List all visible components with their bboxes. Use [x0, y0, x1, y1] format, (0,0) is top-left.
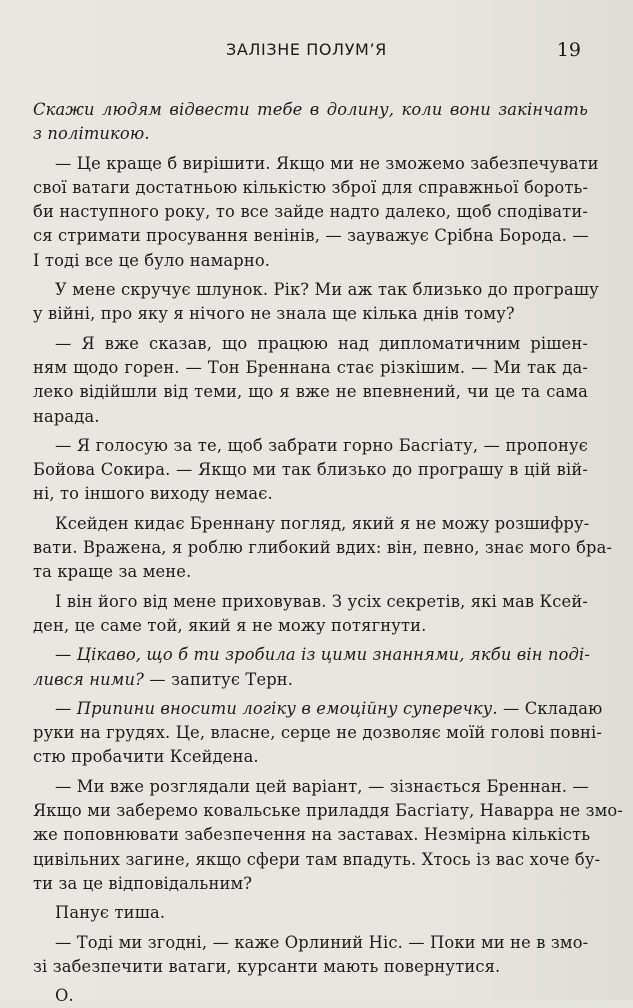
- text-line: — Ми вже розглядали цей варіант, — зізнається Бреннан. —: [55, 776, 589, 796]
- running-title: ЗАЛІЗНЕ ПОЛУМ’Я: [226, 40, 387, 59]
- text-line: ден, це саме той, який я не можу потягнути.: [33, 615, 427, 635]
- italic-text: — Цікаво, що б ти зробила із цими знаннями, якби він поді-: [55, 645, 591, 665]
- text-line: Якщо ми заберемо ковальське приладдя Басгіату, Наварра не змо-: [33, 801, 624, 821]
- text-line: руки на грудях. Це, власне, серце не дозволяє моїй голові повні-: [33, 723, 603, 743]
- text-line: І він його від мене приховував. З усіх секретів, які мав Ксей-: [55, 591, 588, 611]
- text-line: [33, 697, 603, 721]
- italic-text: — Припини вносити логіку в емоційну суперечку.: [55, 698, 498, 718]
- text-line: — Я голосую за те, щоб забрати горно Басгіату, — пропонує: [55, 435, 588, 455]
- text-line: та краще за мене.: [33, 562, 192, 582]
- text-line: вати. Вражена, я роблю глибокий вдих: він, певно, знає мого бра-: [33, 538, 613, 558]
- text-line: — Це краще б вирішити. Якщо ми не зможемо забезпечувати: [55, 153, 599, 173]
- page-header: [226, 40, 581, 62]
- italic-text: з політикою.: [33, 124, 150, 144]
- text-line: цивільних загине, якщо сфери там впадуть. Хтось із вас хоче бу-: [33, 849, 601, 869]
- text-line: же поповнювати забезпечення на заставах. Незмірна кількість: [33, 825, 591, 845]
- text-line: стю пробачити Ксейдена.: [33, 747, 259, 767]
- plain-text: — Складаю: [497, 698, 603, 718]
- text-line: нарада.: [33, 406, 100, 426]
- text-line: Панує тиша.: [55, 903, 166, 923]
- text-line: ти за це відповідальним?: [33, 873, 253, 893]
- text-line: зі забезпечити ватаги, курсанти мають повернутися.: [33, 956, 501, 976]
- text-line: ням щодо горен. — Тон Бреннана стає різкішим. — Ми так да-: [33, 357, 588, 377]
- text-line: Бойова Сокира. — Якщо ми так близько до програшу в цій вій-: [33, 460, 588, 480]
- text-line: свої ватаги достатньою кількістю зброї для справжньої бороть-: [33, 177, 589, 197]
- text-line: У мене скручує шлунок. Рік? Ми аж так близько до програшу: [55, 280, 599, 300]
- text-line: Ксейден кидає Бреннану погляд, який я не можу розшифру-: [55, 513, 590, 533]
- text-line: у війні, про яку я нічого не знала ще кілька днів тому?: [33, 304, 515, 324]
- plain-text: — запитує Терн.: [143, 669, 294, 689]
- italic-text: Скажи людям відвести тебе в долину, коли вони закінчать: [33, 100, 588, 119]
- text-line: леко відійшли від теми, що я вже не впевнений, чи це та сама: [33, 382, 588, 402]
- body-text: [33, 98, 624, 1008]
- text-line: [33, 668, 588, 692]
- text-line: [33, 98, 588, 122]
- text-line: ні, то іншого виходу немає.: [33, 484, 273, 504]
- text-line: ся стримати просування венінів, — зауважує Срібна Борода. —: [33, 226, 589, 246]
- text-line: [33, 122, 588, 146]
- text-line: би наступного року, то все зайде надто далеко, щоб сподівати-: [33, 202, 588, 222]
- italic-text: лився ними?: [33, 669, 144, 689]
- text-line: — Тоді ми згодні, — каже Орлиний Ніс. — Поки ми не в змо-: [55, 932, 589, 952]
- page-number: 19: [556, 39, 581, 61]
- text-line: О.: [55, 986, 74, 1006]
- text-line: [33, 643, 591, 667]
- text-line: — Я вже сказав, що працюю над дипломатичним рішен-: [55, 333, 588, 353]
- text-line: І тоді все це було намарно.: [33, 250, 271, 270]
